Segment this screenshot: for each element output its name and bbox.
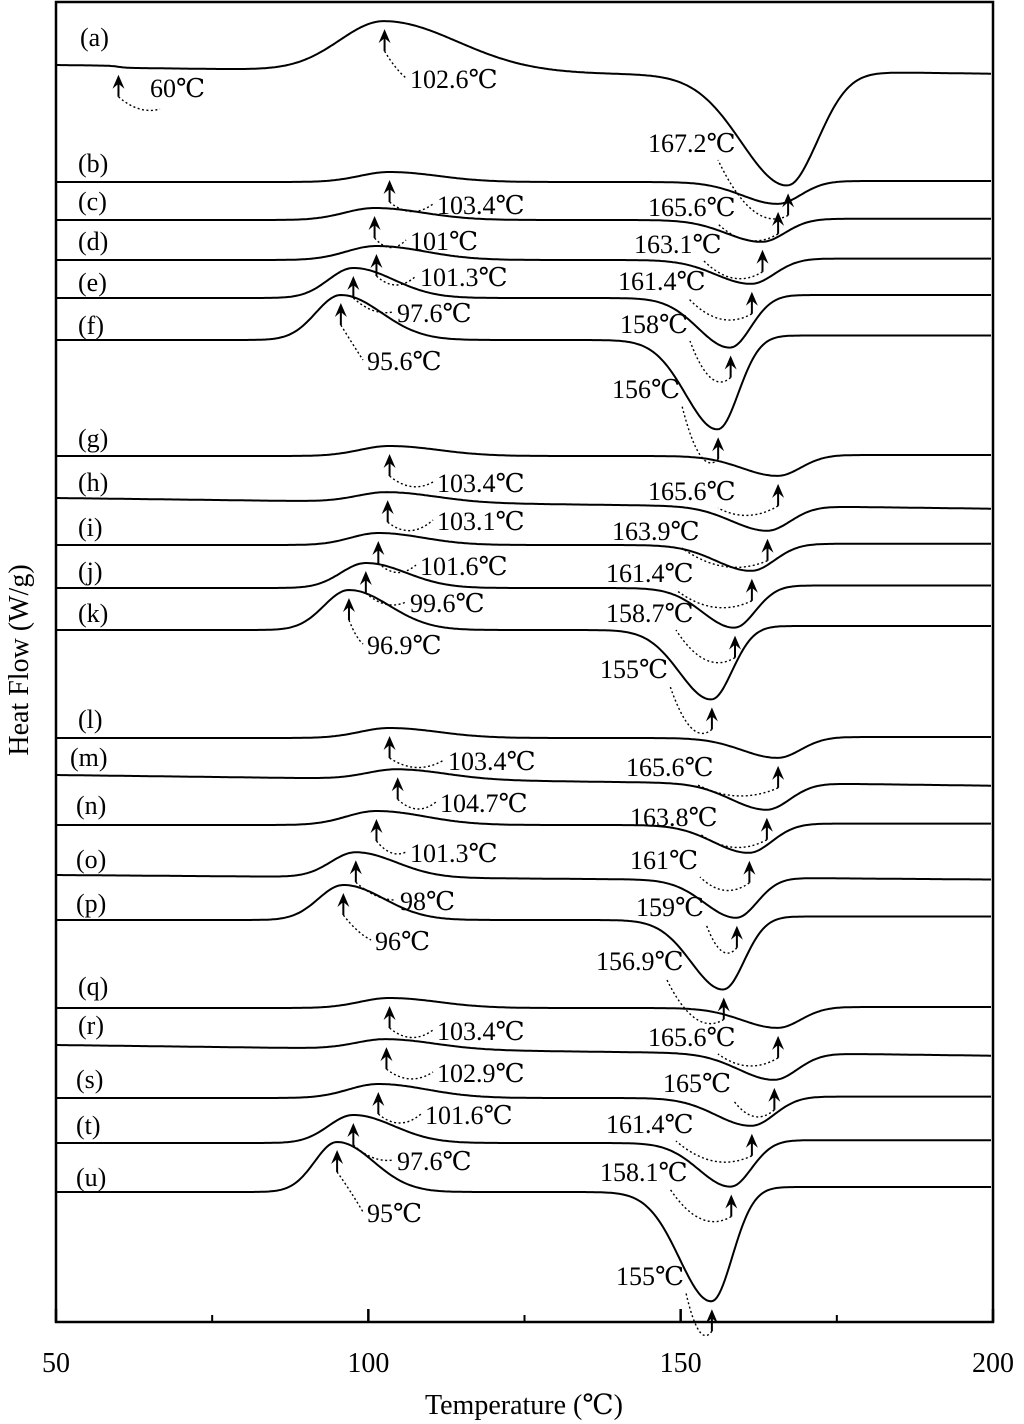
cryst-peak-label: 96.9℃: [367, 631, 442, 660]
cryst-peak-leader: [385, 51, 406, 78]
series-layer: [57, 21, 991, 1335]
cryst-peak-leader: [376, 841, 406, 854]
series-label: (u): [76, 1163, 107, 1192]
melt-peak-leader: [686, 1293, 712, 1336]
melt-peak-label: 158℃: [620, 310, 689, 339]
series-d: [57, 227, 991, 320]
cryst-peak-leader: [353, 1145, 393, 1160]
cryst-peak-label: 103.4℃: [437, 1017, 525, 1046]
series-label: (i): [78, 513, 103, 542]
melt-peak-label: 155℃: [600, 655, 669, 684]
melt-peak-label: 161.4℃: [618, 267, 706, 296]
series-o: [57, 845, 991, 953]
series-label: (n): [76, 791, 107, 820]
cryst-peak-leader: [349, 620, 363, 644]
cryst-peak-leader: [388, 520, 433, 531]
series-line: [57, 246, 991, 284]
melt-peak-label: 163.1℃: [634, 230, 722, 259]
series-f: [57, 295, 991, 463]
cryst-peak-label: 97.6℃: [397, 299, 472, 328]
melt-peak-label: 158.7℃: [606, 599, 694, 628]
cryst-peak-label: 104.7℃: [440, 789, 528, 818]
series-l: [57, 705, 991, 796]
melt-peak-label: 167.2℃: [648, 129, 736, 158]
glass-transition-label: 60℃: [150, 74, 206, 103]
series-line: [57, 590, 991, 699]
series-label: (k): [78, 599, 109, 628]
series-line: [57, 563, 991, 628]
melt-peak-label: 163.8℃: [630, 803, 718, 832]
x-axis-label: Temperature (℃): [424, 1390, 624, 1421]
series-line: [57, 852, 991, 917]
series-line: [57, 21, 991, 185]
series-line: [57, 885, 991, 990]
cryst-peak-label: 101.6℃: [420, 552, 508, 581]
x-tick-label: 100: [347, 1348, 390, 1379]
melt-peak-leader: [676, 630, 735, 663]
melt-peak-label: 165.6℃: [648, 477, 736, 506]
series-p: [57, 885, 991, 1024]
series-label: (f): [78, 311, 104, 340]
cryst-peak-leader: [398, 799, 436, 809]
series-j: [57, 557, 991, 663]
cryst-peak-label: 101℃: [410, 227, 479, 256]
cryst-peak-leader: [341, 325, 363, 360]
series-label: (t): [76, 1111, 101, 1140]
melt-peak-label: 156.9℃: [596, 947, 684, 976]
series-a: [57, 21, 991, 219]
series-line: [57, 533, 991, 571]
melt-peak-leader: [670, 1189, 731, 1222]
cryst-peak-label: 95℃: [367, 1199, 423, 1228]
series-g: [57, 424, 991, 515]
series-line: [57, 1142, 991, 1301]
series-label: (g): [78, 424, 109, 453]
series-q: [57, 972, 991, 1066]
series-t: [57, 1111, 991, 1222]
series-label: (m): [70, 743, 108, 772]
cryst-peak-label: 102.9℃: [437, 1059, 525, 1088]
melt-peak-leader: [718, 506, 778, 516]
melt-peak-leader: [670, 686, 712, 733]
series-label: (h): [78, 468, 109, 497]
melt-peak-label: 163.9℃: [612, 517, 700, 546]
series-label: (d): [78, 227, 109, 256]
series-label: (c): [78, 187, 107, 216]
x-tick-label: 200: [972, 1348, 1014, 1379]
melt-peak-leader: [704, 261, 762, 279]
melt-peak-label: 161.4℃: [606, 559, 694, 588]
cryst-peak-leader: [337, 1172, 363, 1212]
series-label: (p): [76, 889, 107, 918]
melt-peak-label: 165.6℃: [648, 193, 736, 222]
melt-peak-label: 158.1℃: [600, 1158, 688, 1187]
series-line: [57, 1115, 991, 1187]
cryst-peak-leader: [390, 476, 433, 487]
cryst-peak-label: 102.6℃: [410, 65, 498, 94]
melt-peak-leader: [666, 978, 724, 1024]
x-tick-label: 150: [659, 1348, 702, 1379]
series-label: (e): [78, 268, 107, 297]
cryst-peak-leader: [343, 915, 371, 940]
melt-peak-label: 165.6℃: [626, 753, 714, 782]
cryst-peak-label: 103.4℃: [437, 191, 525, 220]
melt-peak-label: 155℃: [616, 1262, 685, 1291]
x-axis: [42, 1309, 1014, 1379]
series-e: [57, 268, 991, 382]
melt-peak-leader: [700, 877, 749, 891]
series-label: (s): [76, 1065, 104, 1094]
cryst-peak-label: 101.6℃: [425, 1101, 513, 1130]
cryst-peak-label: 103.1℃: [437, 507, 525, 536]
melt-peak-label: 159℃: [636, 893, 705, 922]
melt-peak-label: 161.4℃: [606, 1110, 694, 1139]
cryst-peak-leader: [386, 1069, 433, 1079]
y-axis-label: Heat Flow (W/g): [4, 564, 35, 756]
cryst-peak-label: 101.3℃: [420, 263, 508, 292]
melt-peak-label: 165.6℃: [648, 1023, 736, 1052]
cryst-peak-label: 101.3℃: [410, 839, 498, 868]
series-label: (j): [78, 557, 103, 586]
melt-peak-leader: [682, 406, 718, 463]
melt-peak-leader: [688, 298, 752, 320]
series-u: [57, 1142, 991, 1336]
series-k: [57, 590, 991, 733]
cryst-peak-label: 96℃: [375, 927, 431, 956]
series-line: [57, 1084, 991, 1126]
cryst-peak-label: 99.6℃: [410, 589, 485, 618]
series-label: (r): [78, 1011, 104, 1040]
cryst-peak-label: 103.4℃: [448, 747, 536, 776]
series-label: (o): [76, 845, 107, 874]
cryst-peak-leader: [390, 758, 444, 768]
x-tick-label: 50: [42, 1348, 70, 1379]
series-label: (a): [80, 23, 109, 52]
series-line: [57, 295, 991, 429]
cryst-peak-leader: [390, 1028, 433, 1038]
melt-peak-label: 165℃: [663, 1069, 732, 1098]
series-b: [57, 149, 991, 241]
cryst-peak-leader: [356, 882, 396, 900]
cryst-peak-label: 97.6℃: [397, 1147, 472, 1176]
series-label: (q): [78, 972, 109, 1001]
melt-peak-label: 156℃: [612, 375, 681, 404]
melt-peak-label: 161℃: [630, 846, 699, 875]
cryst-peak-label: 103.4℃: [437, 469, 525, 498]
series-label: (l): [78, 705, 103, 734]
melt-peak-leader: [733, 1100, 774, 1117]
cryst-peak-label: 98℃: [400, 887, 456, 916]
series-label: (b): [78, 149, 109, 178]
cryst-peak-label: 95.6℃: [367, 347, 442, 376]
